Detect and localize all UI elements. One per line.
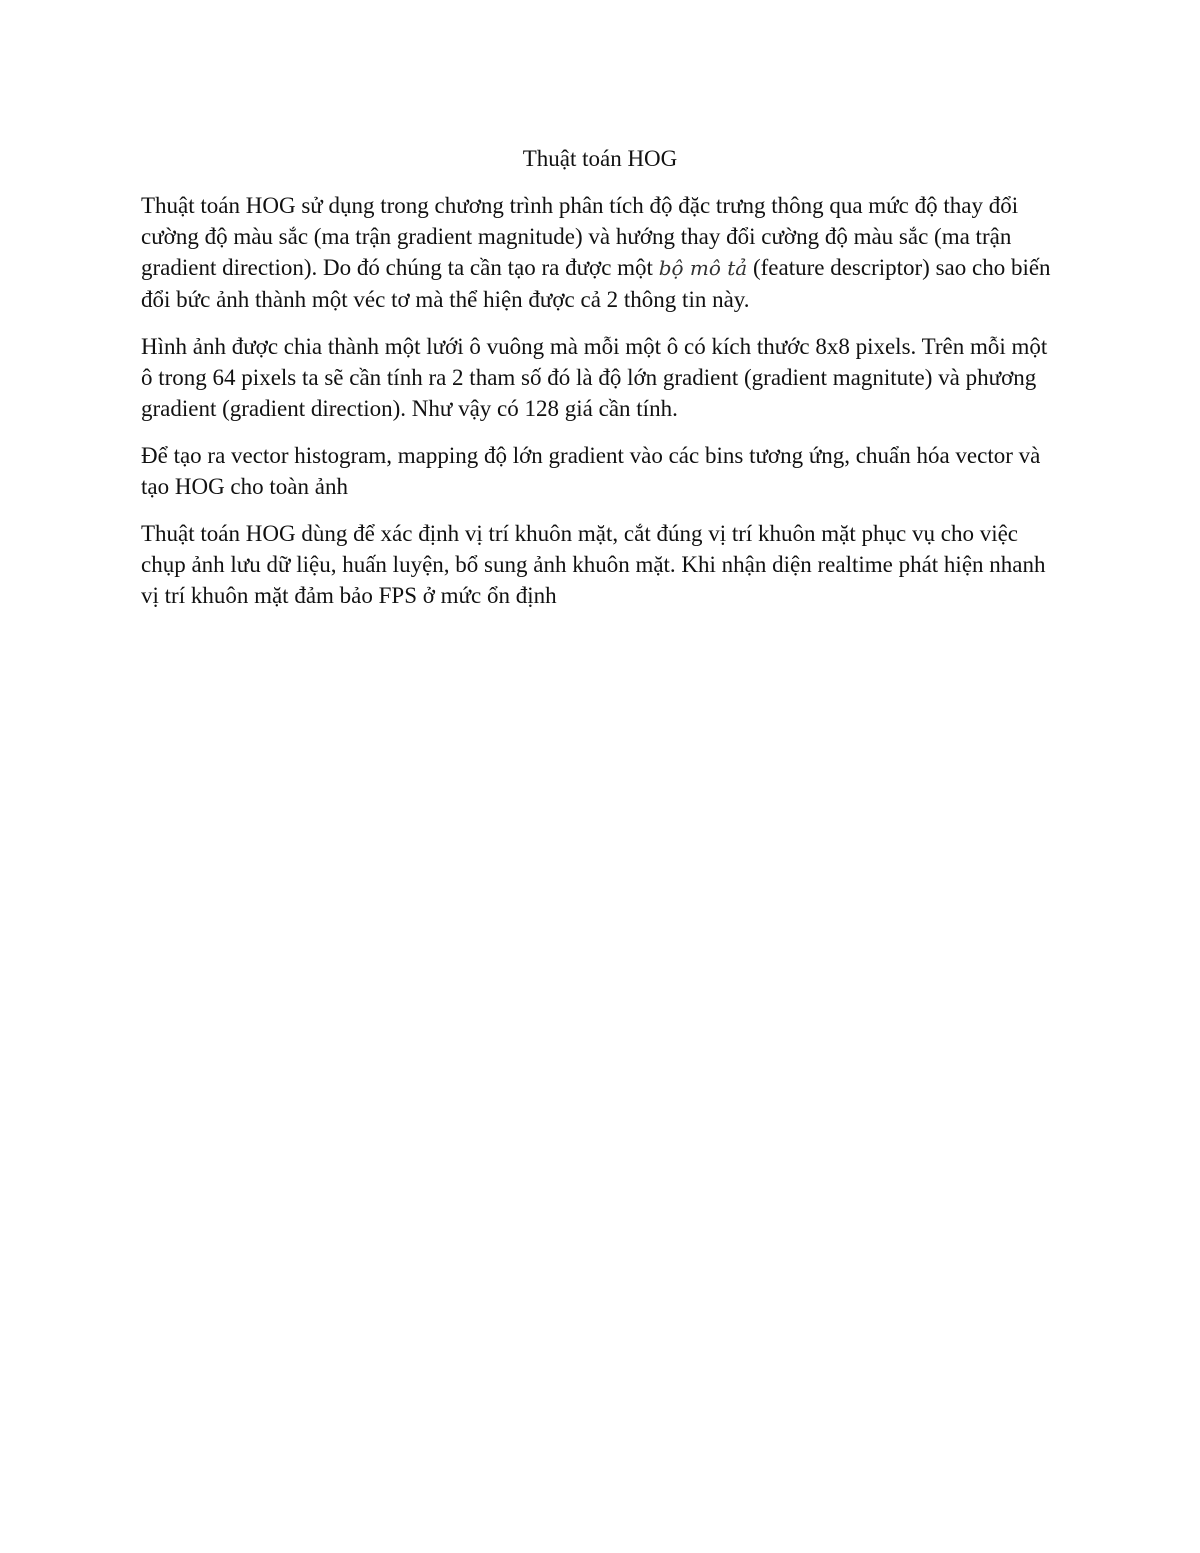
paragraph-text: (feature descriptor) sao cho biến đổi bức ảnh thành một véc tơ mà thể hiện được cả 2 thông tin này. (141, 255, 1051, 312)
paragraph-histogram: Để tạo ra vector histogram, mapping độ lớn gradient vào các bins tương ứng, chuẩn hóa vector và tạo HOG cho toàn ảnh (141, 443, 1041, 499)
emphasized-term: bộ mô tả (658, 256, 748, 280)
paragraph-grid-cells: Hình ảnh được chia thành một lưới ô vuông mà mỗi một ô có kích thước 8x8 pixels. Trên mỗi một ô trong 64 pixels ta sẽ cần tính ra 2 tham số đó là độ lớn gradient (gradient magnitute) và phương gradient (gradient direction). Như vậy có 128 giá cần tính. (141, 334, 1048, 421)
paragraph-text: Thuật toán HOG sử dụng trong chương trình phân tích độ đặc trưng thông qua mức độ thay đổi cường độ màu sắc (ma trận gradient magnitude) và hướng thay đổi cường độ màu sắc (ma trận gradient direction). Do đó chúng ta cần tạo ra được một (141, 193, 1019, 280)
document-body (141, 190, 1061, 627)
paragraph-hog-overview (141, 190, 1061, 315)
document-title: Thuật toán HOG (522, 146, 678, 171)
paragraph-face-detection: Thuật toán HOG dùng để xác định vị trí khuôn mặt, cắt đúng vị trí khuôn mặt phục vụ cho việc chụp ảnh lưu dữ liệu, huấn luyện, bổ sung ảnh khuôn mặt. Khi nhận diện realtime phát hiện nhanh vị trí khuôn mặt đảm bảo FPS ở mức ổn định (141, 521, 1046, 608)
